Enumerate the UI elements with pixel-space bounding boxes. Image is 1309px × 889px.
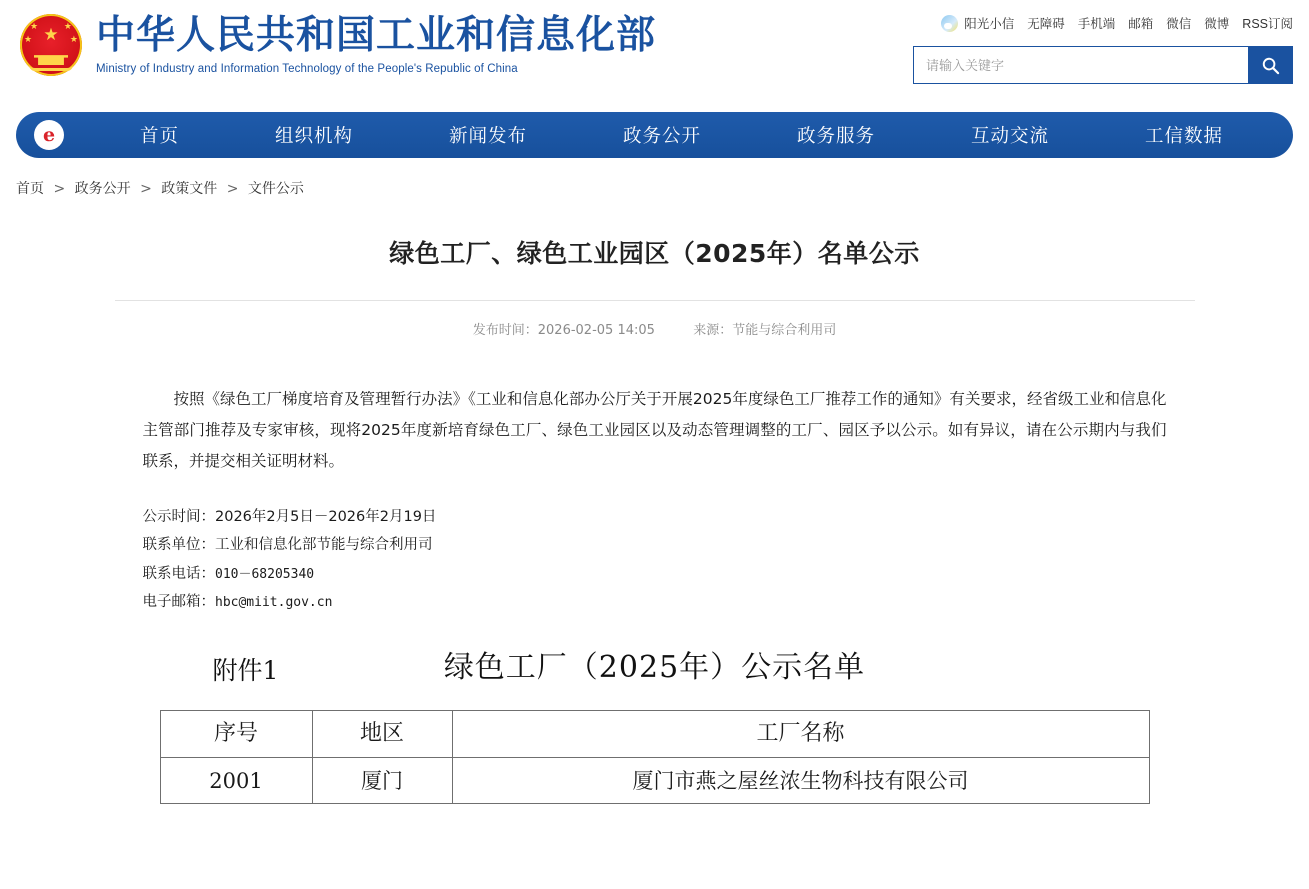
top-link-rss[interactable]: RSS订阅 [1242,17,1293,31]
national-emblem-icon: ★ ★ ★ ★ ★ [20,14,82,76]
nav-item-home[interactable]: 首页 [139,126,179,147]
info-label-email: 电子邮箱： [142,593,215,610]
attachment-block [143,650,1167,804]
table-header-factory-name: 工厂名称 [452,711,1149,758]
article-paragraph: 按照《绿色工厂梯度培育及管理暂行办法》《工业和信息化部办公厅关于开展2025年度绿色工厂推荐工作的通知》有关要求，经省级工业和信息化主管部门推荐及专家审核，现将2025年度新培育绿色工厂、绿色工业园区以及动态管理调整的工厂、园区予以公示。如有异议，请在公示期内与我们联系，并提交相关证明材料。 [142,390,1167,470]
breadcrumb-separator: > [53,181,66,197]
article-info-list [143,503,1167,616]
site-logo[interactable] [20,0,656,76]
nav-item-data[interactable]: 工信数据 [1144,126,1223,147]
info-row-notice-period [143,503,1167,531]
source-label: 来源： [693,323,733,338]
top-link-accessibility[interactable]: 无障碍 [1027,17,1065,31]
info-value-notice-period: 2026年2月5日－2026年2月19日 [215,509,437,525]
breadcrumb-item-policy-documents[interactable]: 政策文件 [161,181,218,197]
attachment-title: 绿色工厂（2025年）公示名单 [443,650,866,686]
article-meta [115,301,1195,338]
info-row-contact-phone [143,560,1167,588]
info-row-email [143,588,1167,616]
top-link-sunshine[interactable]: 阳光小信 [964,17,1015,31]
source-value: 节能与综合利用司 [732,323,837,338]
top-utility-links [893,12,1293,34]
breadcrumb-separator: > [140,181,152,197]
nav-item-government-services[interactable]: 政务服务 [796,126,875,147]
nav-brand-icon[interactable] [34,120,64,150]
nav-item-news[interactable]: 新闻发布 [448,126,527,147]
search-input[interactable] [914,47,1248,83]
nav-item-organization[interactable]: 组织机构 [274,126,353,147]
header-right [893,0,1293,84]
attachment-label: 附件1 [212,656,279,686]
cell-factory-name: 厦门市燕之屋丝浓生物科技有限公司 [452,758,1149,804]
table-header-area: 地区 [312,711,452,758]
info-value-contact-unit: 工业和信息化部节能与综合利用司 [215,537,433,554]
main-nav-wrapper [0,112,1309,158]
info-label-contact-phone: 联系电话： [142,565,215,582]
search-icon [1261,56,1280,75]
publish-time-label: 发布时间： [472,323,538,338]
page-title: 绿色工厂、绿色工业园区（2025年）名单公示 [115,234,1195,301]
info-value-contact-phone: 010－68205340 [215,566,315,582]
main-nav [16,112,1293,158]
info-value-email: hbc@miit.gov.cn [215,594,333,610]
breadcrumb-separator: > [226,181,239,197]
info-label-contact-unit: 联系单位： [142,537,215,554]
breadcrumb-item-home[interactable]: 首页 [16,181,44,197]
cell-area: 厦门 [312,758,452,804]
info-label-notice-period: 公示时间： [142,509,215,525]
site-title-cn: 中华人民共和国工业和信息化部 [96,13,657,59]
top-link-wechat[interactable]: 微信 [1166,17,1192,31]
cell-no: 2001 [160,758,312,804]
table-header-no: 序号 [160,711,312,758]
site-title-en: Ministry of Industry and Information Technology of the People's Republic of China [96,62,518,75]
nav-logo-text: e [42,123,56,146]
article-body [115,338,1195,804]
table-row [160,758,1149,804]
search-bar [913,46,1293,84]
nav-item-interaction[interactable]: 互动交流 [970,126,1049,147]
attachment-table [160,710,1150,804]
breadcrumb-item-government-affairs[interactable]: 政务公开 [74,181,131,197]
top-link-mobile[interactable]: 手机端 [1077,17,1116,31]
table-header-row [160,711,1149,758]
publish-time-value: 2026-02-05 14:05 [537,323,655,338]
breadcrumb [0,158,1309,198]
article [115,198,1195,804]
nav-item-government-affairs[interactable]: 政务公开 [622,126,701,147]
search-button[interactable] [1248,47,1292,83]
site-header [0,0,1309,112]
sun-icon [941,15,958,32]
top-link-mail[interactable]: 邮箱 [1128,17,1154,31]
top-link-weibo[interactable]: 微博 [1204,17,1230,31]
breadcrumb-item-document-notice[interactable]: 文件公示 [247,181,304,197]
info-row-contact-unit [143,531,1167,559]
